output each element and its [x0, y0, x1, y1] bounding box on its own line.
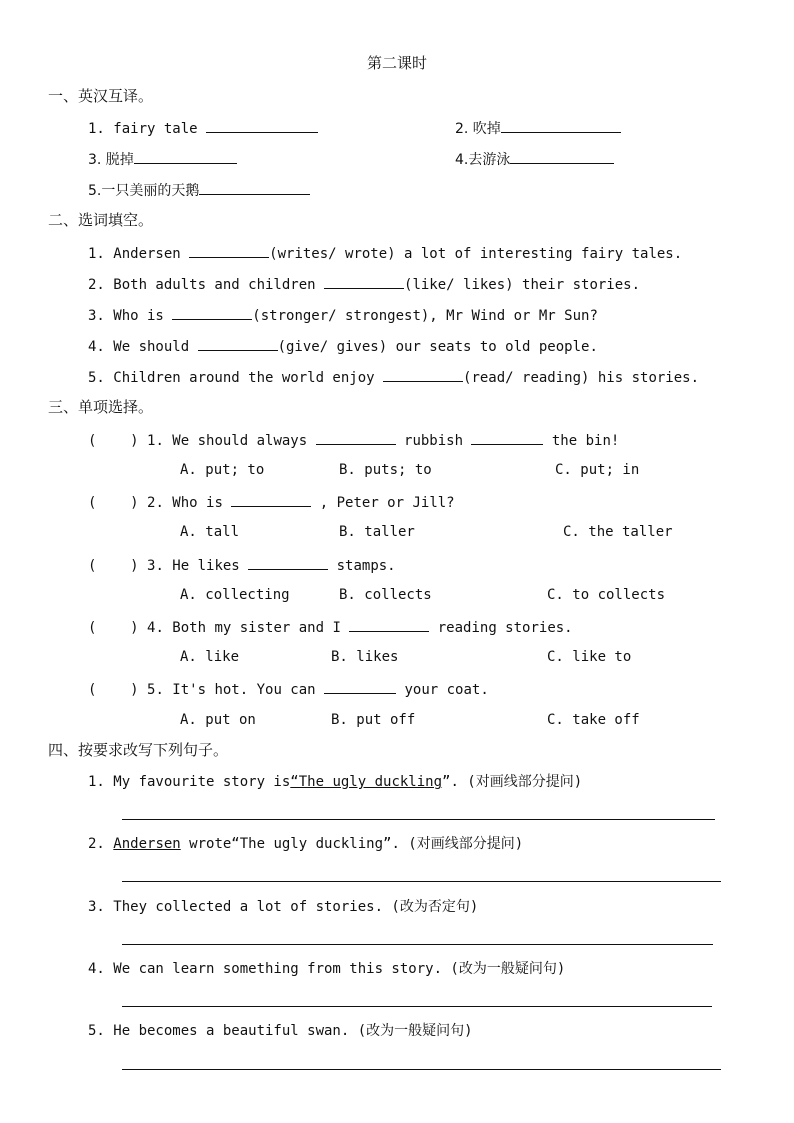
s3-q4-option-b[interactable]: B. likes: [331, 649, 399, 665]
s3-q5-option-a[interactable]: A. put on: [180, 712, 256, 728]
s4-question-5: 5. He becomes a beautiful swan. (改为一般疑问句): [88, 1023, 473, 1039]
s1-q2-text: 2. 吹掉: [455, 121, 501, 137]
s3-q1-part-b: rubbish: [395, 433, 472, 449]
answer-blank: [349, 617, 429, 632]
s2-q2-post: (like/ likes) their stories.: [404, 277, 641, 293]
answer-paren[interactable]: ( ): [88, 433, 139, 449]
answer-blank: [324, 679, 396, 694]
answer-line[interactable]: [122, 1006, 712, 1007]
s3-q3-option-c[interactable]: C. to collects: [547, 587, 666, 603]
s4-q2-num: 2.: [88, 836, 114, 852]
s4-question-4: 4. We can learn something from this story. (改为一般疑问句): [88, 961, 566, 977]
s1-question-1: [88, 118, 318, 138]
s3-q2-option-b[interactable]: B. taller: [339, 524, 415, 540]
s2-question-2: [88, 274, 640, 294]
s3-q4-part-a: 4. Both my sister and I: [147, 620, 350, 636]
s1-question-2: [455, 118, 621, 138]
s3-q1-part-a: 1. We should always: [147, 433, 316, 449]
s3-question-2: [88, 492, 455, 512]
answer-line[interactable]: [122, 944, 713, 945]
s2-q5-post: (read/ reading) his stories.: [463, 370, 700, 386]
s3-q4-part-b: reading stories.: [429, 620, 573, 636]
s2-q4-pre: 4. We should: [88, 339, 198, 355]
section-3-heading: 三、单项选择。: [48, 398, 154, 416]
s2-q5-pre: 5. Children around the world enjoy: [88, 370, 384, 386]
answer-line[interactable]: [122, 881, 721, 882]
s2-q1-post: (writes/ wrote) a lot of interesting fairy tales.: [269, 246, 683, 262]
section-1-heading: 一、英汉互译。: [48, 87, 154, 105]
s2-q2-pre: 2. Both adults and children: [88, 277, 325, 293]
answer-blank: [248, 555, 328, 570]
s3-question-4: [88, 617, 573, 637]
s4-question-1: [88, 773, 582, 791]
section-4-heading: 四、按要求改写下列句子。: [48, 741, 229, 759]
s2-q1-pre: 1. Andersen: [88, 246, 190, 262]
answer-paren[interactable]: ( ): [88, 620, 139, 636]
s3-q2-part-b: , Peter or Jill?: [311, 495, 455, 511]
s3-q1-part-c: the bin!: [543, 433, 620, 449]
answer-line[interactable]: [122, 1069, 721, 1070]
s1-q3-text: 3. 脱掉: [88, 152, 134, 168]
s4-q2-post: wrote“The ugly duckling”. (对画线部分提问): [180, 836, 524, 852]
s2-q4-post: (give/ gives) our seats to old people.: [277, 339, 598, 355]
s2-question-3: [88, 305, 598, 325]
s3-q1-option-c[interactable]: C. put; in: [555, 462, 640, 478]
s2-question-1: [88, 243, 682, 263]
answer-blank[interactable]: [199, 180, 310, 195]
s4-question-3: 3. They collected a lot of stories. (改为否定句): [88, 899, 479, 915]
s1-q1-text: 1. fairy tale: [88, 121, 207, 137]
s3-q3-option-b[interactable]: B. collects: [339, 587, 432, 603]
s3-q2-option-a[interactable]: A. tall: [180, 524, 240, 540]
s1-question-4: [455, 149, 614, 169]
s3-q2-option-c[interactable]: C. the taller: [563, 524, 673, 540]
s4-q1-underlined: “The ugly duckling: [290, 774, 443, 790]
answer-blank[interactable]: [510, 149, 614, 164]
s3-q1-option-a[interactable]: A. put; to: [180, 462, 265, 478]
s4-question-2: [88, 835, 523, 853]
s3-q5-part-a: 5. It's hot. You can: [147, 682, 325, 698]
answer-blank: [471, 430, 543, 445]
answer-paren[interactable]: ( ): [88, 558, 139, 574]
answer-paren[interactable]: ( ): [88, 682, 139, 698]
s3-q3-part-b: stamps.: [328, 558, 396, 574]
s3-q4-option-a[interactable]: A. like: [180, 649, 240, 665]
answer-blank[interactable]: [501, 118, 621, 133]
s1-question-3: [88, 149, 237, 169]
s2-q3-pre: 3. Who is: [88, 308, 173, 324]
s3-q1-option-b[interactable]: B. puts; to: [339, 462, 432, 478]
page-title: 第二课时: [366, 54, 427, 72]
answer-paren[interactable]: ( ): [88, 495, 139, 511]
s1-question-5: [88, 180, 310, 200]
answer-blank: [316, 430, 396, 445]
s4-q1-pre: 1. My favourite story is: [88, 774, 291, 790]
s4-q1-post: ”. (对画线部分提问): [442, 774, 583, 790]
s2-q3-post: (stronger/ strongest), Mr Wind or Mr Sun?: [252, 308, 598, 324]
answer-blank[interactable]: [172, 305, 252, 320]
answer-blank[interactable]: [189, 243, 269, 258]
s3-q3-part-a: 3. He likes: [147, 558, 249, 574]
answer-blank[interactable]: [198, 336, 278, 351]
answer-blank[interactable]: [206, 118, 318, 133]
s2-question-5: [88, 367, 699, 387]
s3-q5-option-b[interactable]: B. put off: [331, 712, 416, 728]
section-2-heading: 二、选词填空。: [48, 211, 154, 229]
s4-q2-underlined: Andersen: [113, 836, 181, 852]
answer-line[interactable]: [122, 819, 715, 820]
answer-blank[interactable]: [134, 149, 237, 164]
s3-q5-option-c[interactable]: C. take off: [547, 712, 640, 728]
answer-blank[interactable]: [324, 274, 404, 289]
s3-q2-part-a: 2. Who is: [147, 495, 232, 511]
answer-blank[interactable]: [383, 367, 463, 382]
s3-question-5: [88, 679, 489, 699]
s3-question-3: [88, 555, 396, 575]
s1-q5-text: 5.一只美丽的天鹅: [88, 183, 200, 199]
s3-question-1: [88, 430, 619, 450]
answer-blank: [231, 492, 311, 507]
s3-q3-option-a[interactable]: A. collecting: [180, 587, 290, 603]
s3-q5-part-b: your coat.: [396, 682, 489, 698]
s2-question-4: [88, 336, 598, 356]
s1-q4-text: 4.去游泳: [455, 152, 511, 168]
s3-q4-option-c[interactable]: C. like to: [547, 649, 632, 665]
